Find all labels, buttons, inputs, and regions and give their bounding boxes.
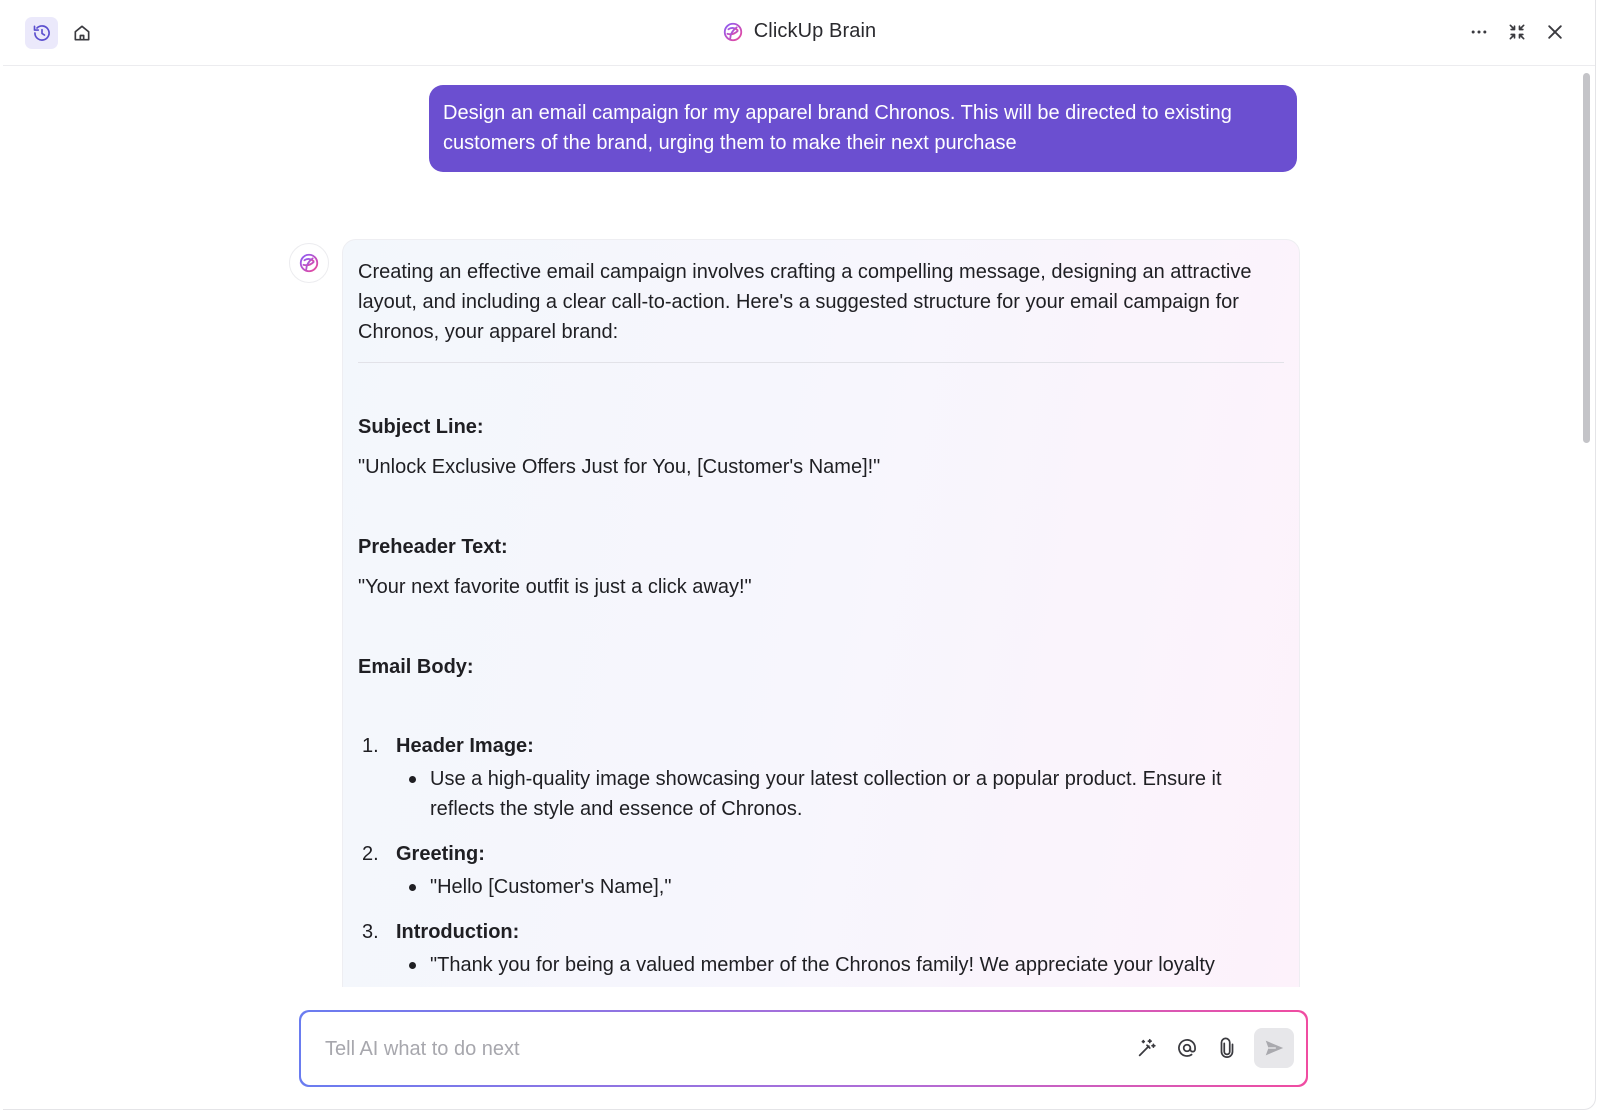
step-number: 2. [362,843,379,865]
list-item [362,918,1284,980]
prompt-input[interactable] [325,1032,1085,1066]
preheader-text: "Your next favorite outfit is just a click away!" [358,576,752,598]
step-number: 1. [362,735,379,757]
subject-text: "Unlock Exclusive Offers Just for You, [Customer's Name]!" [358,456,881,478]
prompt-input-inner [301,1012,1306,1085]
at-sign-icon [1176,1037,1198,1059]
sparkle-wand-icon [1136,1037,1158,1059]
brain-logo-icon [722,21,744,43]
step-title: Greeting: [396,843,485,865]
prompt-input-container [299,1010,1308,1087]
ai-response-card [342,239,1300,987]
list-item [362,840,1284,902]
brain-logo-icon [298,252,320,274]
mention-button[interactable] [1174,1035,1200,1061]
user-message-text: Design an email campaign for my apparel brand Chronos. This will be directed to existing customers of the brand, urging them to make their next purchase [443,102,1232,154]
clickup-brain-window [3,0,1596,1110]
input-actions [1134,1028,1294,1068]
more-icon [1469,22,1489,42]
step-bullet: "Hello [Customer's Name]," [396,872,1284,902]
ai-sparkle-button[interactable] [1134,1035,1160,1061]
ai-avatar [289,243,329,283]
header-title-group [3,20,1595,43]
attach-button[interactable] [1214,1035,1240,1061]
conversation-area[interactable] [3,67,1595,987]
window-controls [1467,20,1567,44]
send-button[interactable] [1254,1028,1294,1068]
step-bullet: "Thank you for being a valued member of the Chronos family! We appreciate your loyalty [396,950,1284,980]
collapse-button[interactable] [1505,20,1529,44]
ai-intro-text: Creating an effective email campaign involves crafting a compelling message, designing an attractive layout, and including a clear call-to-action. Here's a suggested structure for your email campaign for Chronos, your apparel brand: [358,261,1252,343]
subject-label: Subject Line: [358,416,484,438]
preheader-label: Preheader Text: [358,536,508,558]
scrollbar[interactable] [1583,73,1590,443]
more-button[interactable] [1467,20,1491,44]
close-icon [1545,22,1565,42]
list-item [362,732,1284,824]
user-message-bubble [429,85,1297,172]
step-bullet: Use a high-quality image showcasing your latest collection or a popular product. Ensure it reflects the style and essence of Chronos. [396,764,1284,824]
email-body-label: Email Body: [358,656,474,678]
step-title: Introduction: [396,921,520,943]
collapse-icon [1507,22,1527,42]
header-bar [3,0,1595,66]
paperclip-icon [1216,1037,1238,1059]
step-title: Header Image: [396,735,534,757]
email-body-steps [362,732,1284,980]
page-title: ClickUp Brain [753,20,877,42]
divider [358,362,1284,363]
close-button[interactable] [1543,20,1567,44]
step-number: 3. [362,921,379,943]
send-icon [1263,1037,1285,1059]
